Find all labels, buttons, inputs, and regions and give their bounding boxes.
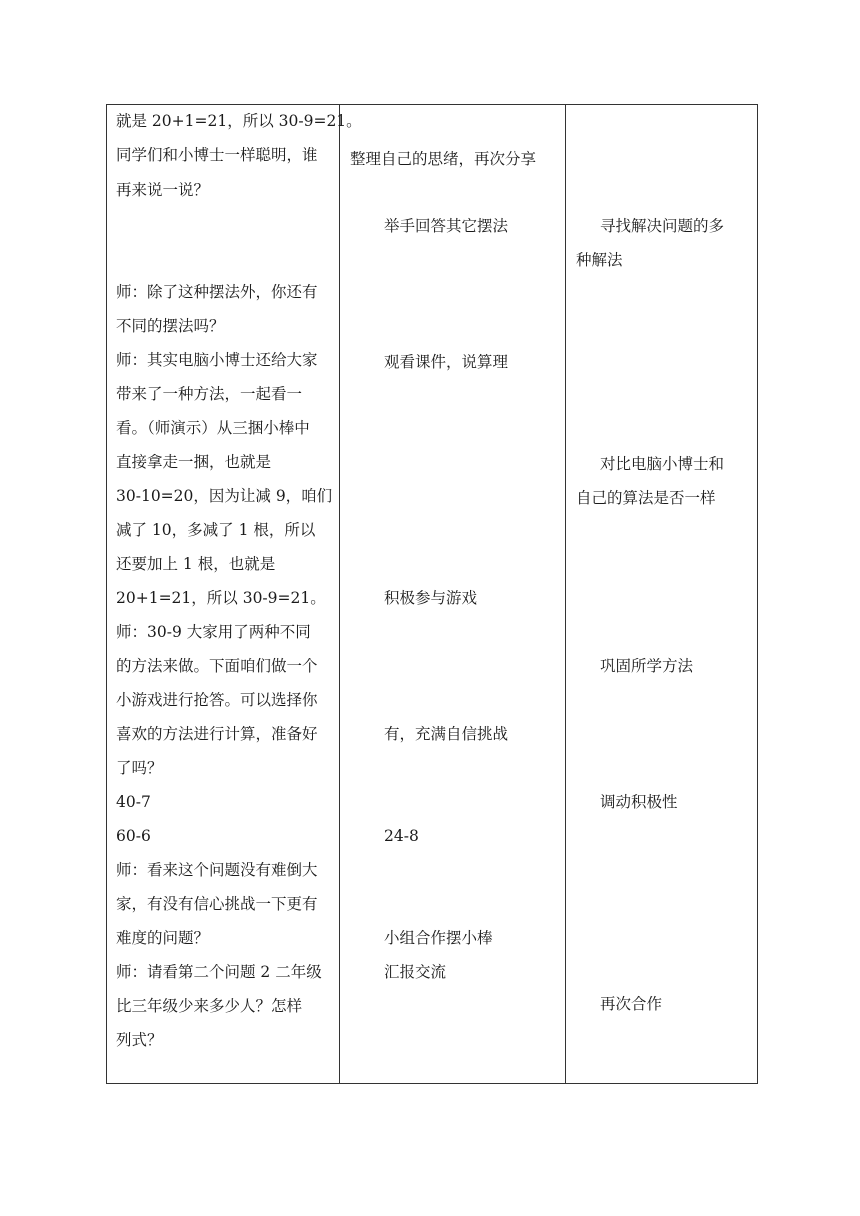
teacher-text-line: 了吗？ [116,759,163,777]
student-text-line: 小组合作摆小棒 [384,929,493,947]
teacher-text-line: 20+1=21，所以 30-9=21。 [116,589,326,607]
teacher-text-line: 40-7 [116,793,151,811]
intent-text-line: 对比电脑小博士和 [600,455,725,473]
teacher-text-line: 家，有没有信心挑战一下更有 [116,895,318,913]
teacher-text-line: 同学们和小博士一样聪明，谁 [116,146,318,164]
teacher-text-line: 直接拿走一捆，也就是 [116,453,272,471]
teacher-text-line: 带来了一种方法，一起看一 [116,385,303,403]
teacher-text-line: 30-10=20，因为让减 9，咱们 [116,487,333,505]
teacher-text-line: 的方法来做。下面咱们做一个 [116,657,318,675]
teacher-text-line: 小游戏进行抢答。可以选择你 [116,691,318,709]
teacher-text-line: 看。（师演示）从三捆小棒中 [116,419,310,437]
teacher-text-line: 减了 10，多减了 1 根，所以 [116,521,316,539]
student-text-line: 有，充满自信挑战 [384,725,509,743]
student-text-line: 举手回答其它摆法 [384,217,509,235]
teacher-text-line: 师：看来这个问题没有难倒大 [116,861,318,879]
teacher-text-line: 师：除了这种摆法外，你还有 [116,283,318,301]
teacher-text-line: 比三年级少来多少人？怎样 [116,997,303,1015]
intent-text-line: 调动积极性 [600,793,678,811]
intent-text-line: 寻找解决问题的多 [600,217,725,235]
student-text-line: 积极参与游戏 [384,589,478,607]
student-text-line: 整理自己的思绪，再次分享 [350,150,537,168]
teacher-text-line: 喜欢的方法进行计算，准备好 [116,725,318,743]
teacher-text-line: 难度的问题？ [116,929,210,947]
student-text-line: 汇报交流 [384,963,447,981]
teacher-text-line: 师：请看第二个问题 2 二年级 [116,963,322,981]
teacher-text-line: 列式？ [116,1031,163,1049]
column-divider [565,105,566,1083]
intent-text-line: 种解法 [576,251,623,269]
teacher-text-line: 师：30-9 大家用了两种不同 [116,623,311,641]
intent-text-line: 再次合作 [600,995,663,1013]
intent-text-line: 自己的算法是否一样 [576,489,716,507]
student-text-line: 观看课件，说算理 [384,353,509,371]
teacher-text-line: 师：其实电脑小博士还给大家 [116,351,318,369]
intent-text-line: 巩固所学方法 [600,657,694,675]
teacher-text-line: 不同的摆法吗？ [116,317,225,335]
student-text-line: 24-8 [384,827,419,845]
teacher-text-line: 还要加上 1 根，也就是 [116,555,276,573]
teacher-text-line: 再来说一说？ [116,181,210,199]
teacher-text-line: 60-6 [116,827,151,845]
column-divider [339,105,340,1083]
teacher-text-line: 就是 20+1=21，所以 30-9=21。 [116,112,362,130]
